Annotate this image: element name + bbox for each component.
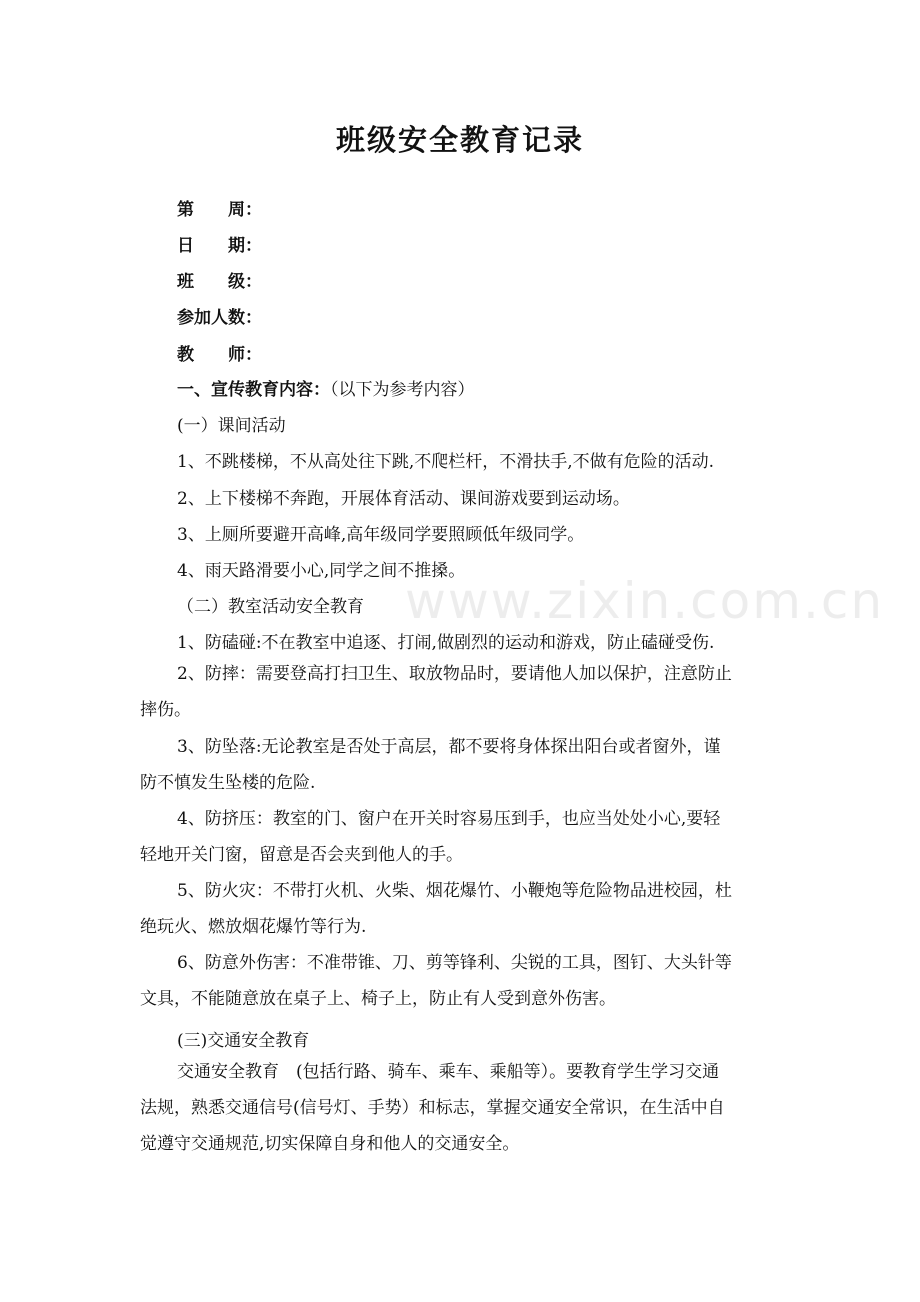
part1-heading: (一）课间活动 [177,416,286,436]
part2-item-6-line2: 文具，不能随意放在桌子上、椅子上，防止有人受到意外伤害。 [140,989,616,1009]
part3-line-3: 觉遵守交通规范,切实保障自身和他人的交通安全。 [140,1134,520,1154]
part2-item-5-line1: 5、防火灾：不带打火机、火柴、烟花爆竹、小鞭炮等危险物品进校园，杜 [177,881,732,901]
section-heading-title: 一、宣传教育内容： [177,380,330,400]
part3-line-1: 交通安全教育 (包括行路、骑车、乘车、乘船等）。要教育学生学习交通 [177,1062,720,1082]
part2-item-2 [140,656,782,728]
page-title: 班级安全教育记录 [335,123,584,157]
part2-item-2-line2: 摔伤。 [140,700,191,720]
section-heading [177,375,475,400]
part2-item-4 [140,801,782,873]
part1-item-1: 1、不跳楼梯，不从高处往下跳,不爬栏杆，不滑扶手,不做有危险的活动. [177,452,715,472]
part2-item-3-line1: 3、防坠落:无论教室是否处于高层，都不要将身体探出阳台或者窗外，谨 [177,737,721,757]
part2-item-4-line1: 4、防挤压：教室的门、窗户在开关时容易压到手，也应当处处小心,要轻 [177,809,721,829]
part2-item-6 [140,945,782,1017]
part2-heading: （二）教室活动安全教育 [177,597,364,617]
field-date: 日 期： [177,236,262,256]
part2-item-1: 1、防磕碰:不在教室中追逐、打闹,做剧烈的运动和游戏，防止磕碰受伤. [177,633,715,653]
watermark: www.zixin.com.cn [405,572,885,630]
part3-line-2: 法规，熟悉交通信号(信号灯、手势）和标志，掌握交通安全常识，在生活中自 [140,1098,725,1118]
part2-item-3 [140,729,782,801]
part2-item-3-line2: 防不慎发生坠楼的危险. [140,773,316,793]
section-heading-note: （以下为参考内容） [330,380,475,400]
part2-item-5-line2: 绝玩火、燃放烟花爆竹等行为. [140,917,367,937]
part1-item-2: 2、上下楼梯不奔跑，开展体育活动、课间游戏要到运动场。 [177,489,630,509]
part2-item-6-line1: 6、防意外伤害：不准带锥、刀、剪等锋利、尖锐的工具，图钉、大头针等 [177,953,732,973]
part3-body [140,1054,782,1162]
part1-item-3: 3、上厕所要避开高峰,高年级同学要照顾低年级同学。 [177,525,585,545]
part2-item-4-line2: 轻地开关门窗，留意是否会夹到他人的手。 [140,845,463,865]
part2-item-5 [140,873,782,945]
field-class: 班 级： [177,272,262,292]
part3-heading: (三)交通安全教育 [177,1031,310,1051]
part2-item-2-line1: 2、防摔：需要登高打扫卫生、取放物品时，要请他人加以保护，注意防止 [177,664,732,684]
field-teacher: 教 师： [177,345,262,365]
part1-item-4: 4、雨天路滑要小心,同学之间不推搡。 [177,561,466,581]
field-attendees: 参加人数： [177,308,262,328]
field-week: 第 周： [177,200,262,220]
